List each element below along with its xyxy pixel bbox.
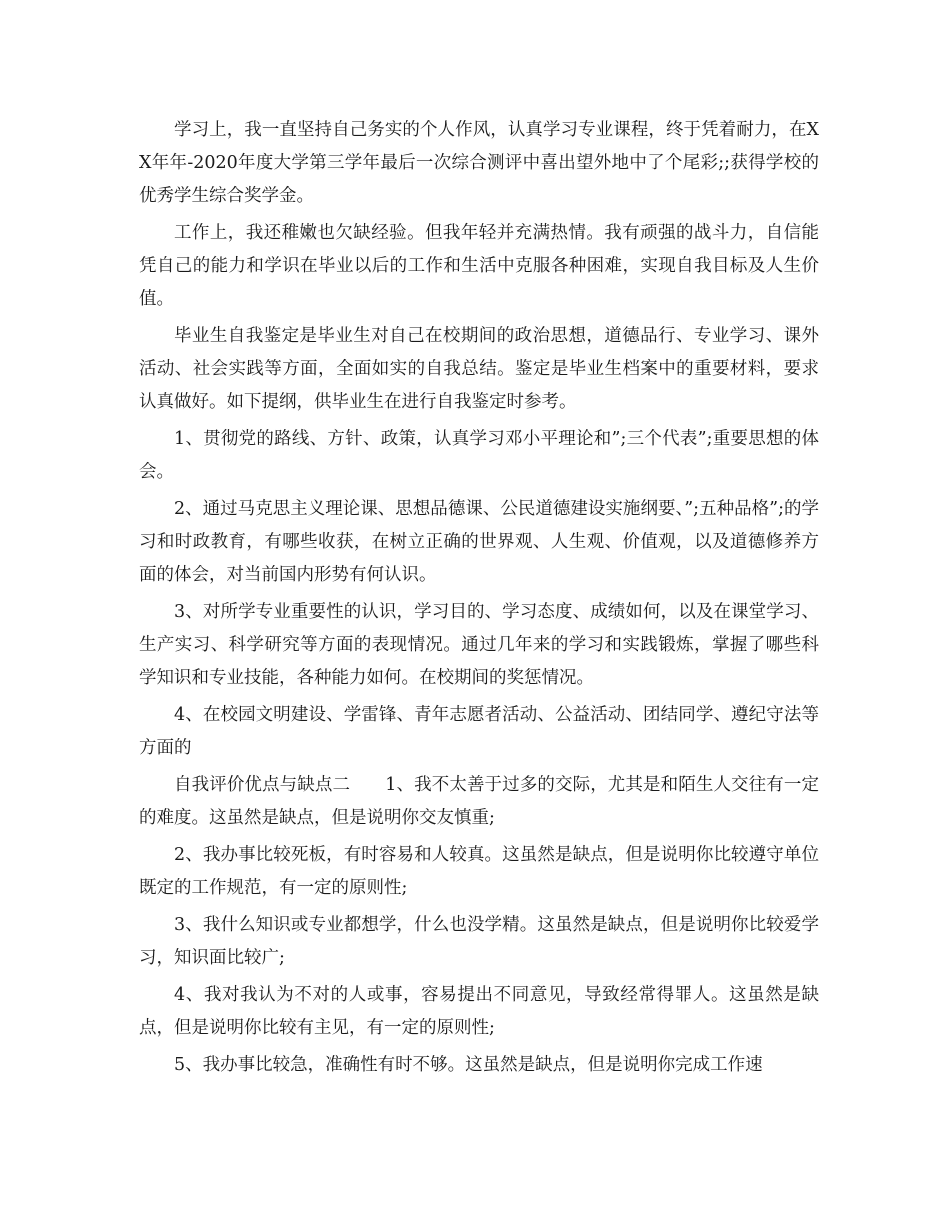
paragraph-strengths-weaknesses-5: 5、我办事比较急，准确性有时不够。这虽然是缺点，但是说明你完成工作速 [174,1055,763,1075]
paragraph-item-2: 2、通过马克思主义理论课、思想品德课、公民道德建设实施纲要、”;五种品格”;的学习和时政教育，有哪些收获，在树立正确的世界观、人生观、价值观，以及道德修养方面的体会，对当前国内形势有何认识。 [139,499,819,585]
paragraph-strengths-weaknesses-2: 2、我办事比较死板，有时容易和人较真。这虽然是缺点，但是说明你比较遵守单位既定的工作规范，有一定的原则性; [139,845,819,898]
paragraph-strengths-weaknesses-3: 3、我什么知识或专业都想学，什么也没学精。这虽然是缺点，但是说明你比较爱学习，知识面比较广; [139,915,819,968]
paragraph-item-4: 4、在校园文明建设、学雷锋、青年志愿者活动、公益活动、团结同学、遵纪守法等方面的 [139,705,819,758]
document-body [139,114,819,1086]
paragraph-self-appraisal-intro: 毕业生自我鉴定是毕业生对自己在校期间的政治思想，道德品行、专业学习、课外活动、社会实践等方面，全面如实的自我总结。鉴定是毕业生档案中的重要材料，要求认真做好。如下提纲，供毕业生在进行自我鉴定时参考。 [139,326,819,412]
paragraph-item-1: 1、贯彻党的路线、方针、政策，认真学习邓小平理论和”;三个代表”;重要思想的体会。 [139,429,819,482]
paragraph-study: 学习上，我一直坚持自己务实的个人作风，认真学习专业课程，终于凭着耐力，在XX年年-2020年度大学第三学年最后一次综合测评中喜出望外地中了个尾彩;;获得学校的优秀学生综合奖学金。 [139,120,819,206]
paragraph-work: 工作上，我还稚嫩也欠缺经验。但我年轻并充满热情。我有顽强的战斗力，自信能凭自己的能力和学识在毕业以后的工作和生活中克服各种困难，实现自我目标及人生价值。 [139,223,819,309]
paragraph-strengths-weaknesses-4: 4、我对我认为不对的人或事，容易提出不同意见，导致经常得罪人。这虽然是缺点，但是说明你比较有主见，有一定的原则性; [139,985,819,1038]
paragraph-strengths-weaknesses-1: 自我评价优点与缺点二 1、我不太善于过多的交际，尤其是和陌生人交往有一定的难度。这虽然是缺点，但是说明你交友慎重; [139,775,819,828]
paragraph-item-3: 3、对所学专业重要性的认识，学习目的、学习态度、成绩如何，以及在课堂学习、生产实习、科学研究等方面的表现情况。通过几年来的学习和实践锻炼，掌握了哪些科学知识和专业技能，各种能力如何。在校期间的奖惩情况。 [139,602,819,688]
